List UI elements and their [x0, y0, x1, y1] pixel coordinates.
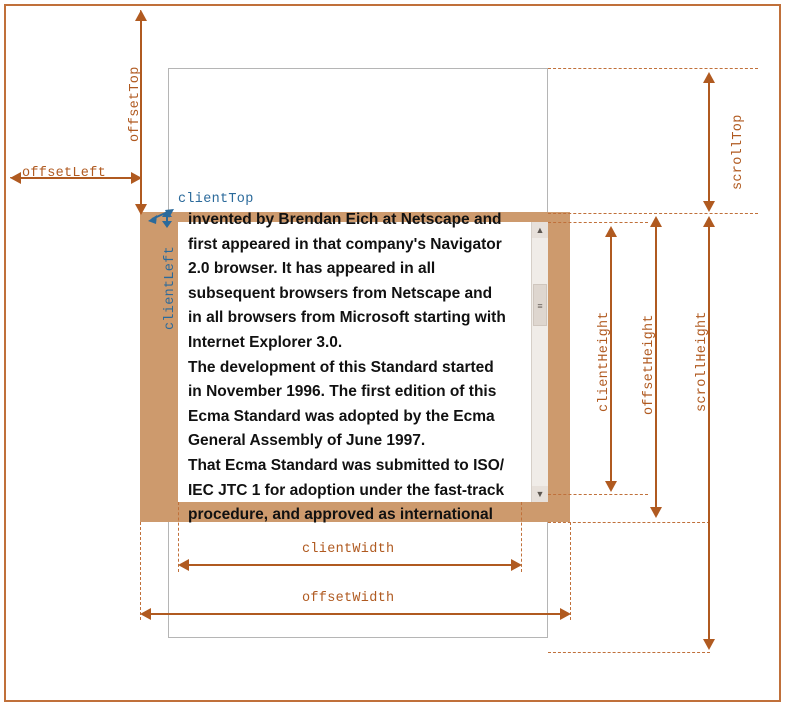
content-line: procedure, and approved as international — [188, 506, 493, 524]
guide-content-top-right — [548, 213, 758, 214]
label-client-height: clientHeight — [597, 311, 612, 412]
content-line: IEC JTC 1 for adoption under the fast-track — [188, 481, 505, 499]
label-client-top: clientTop — [178, 192, 254, 207]
content-line: 2.0 browser. It has appeared in all — [188, 260, 436, 278]
label-offset-left: offsetLeft — [22, 166, 107, 181]
scroll-up-arrow-icon[interactable]: ▲ — [532, 222, 548, 238]
content-line: The development of this Standard started — [188, 358, 494, 376]
content-line: in all browsers from Microsoft starting with — [188, 309, 506, 327]
guide-content-bottom-right — [548, 494, 648, 495]
vertical-scrollbar[interactable] — [531, 222, 548, 502]
content-text — [188, 208, 533, 528]
guide-offset-bottom-right — [548, 652, 710, 653]
arrow-offset-width — [140, 606, 571, 622]
content-line: subsequent browsers from Netscape and — [188, 284, 493, 302]
scrollbar-thumb[interactable]: ≡ — [533, 284, 547, 326]
arrow-scroll-top — [701, 72, 717, 212]
label-offset-top: offsetTop — [128, 66, 143, 142]
label-scroll-height: scrollHeight — [695, 311, 710, 412]
guide-band-bottom-right — [548, 522, 710, 523]
arrow-scroll-height — [701, 216, 717, 650]
content-line: That Ecma Standard was submitted to ISO/ — [188, 456, 505, 474]
label-client-width: clientWidth — [302, 542, 395, 557]
scroll-down-arrow-icon[interactable]: ▼ — [532, 486, 548, 502]
content-line: invented by Brendan Eich at Netscape and — [188, 211, 502, 228]
content-line: Internet Explorer 3.0. — [188, 333, 343, 351]
guide-content-top-right-2 — [548, 222, 648, 223]
label-offset-width: offsetWidth — [302, 591, 395, 606]
label-offset-height: offsetHeight — [642, 314, 657, 415]
label-client-left: clientLeft — [163, 245, 178, 330]
content-line: first appeared in that company's Navigator — [188, 235, 502, 253]
content-line: Ecma Standard was adopted by the Ecma — [188, 407, 495, 425]
content-line: in November 1996. The first edition of this — [188, 383, 497, 401]
element-content-viewport — [178, 211, 548, 524]
content-line: General Assembly of June 1997. — [188, 432, 426, 450]
guide-offset-top-right — [548, 68, 758, 69]
label-scroll-top: scrollTop — [731, 114, 746, 190]
arrow-client-width — [178, 557, 522, 573]
arrow-client-left — [148, 205, 174, 227]
